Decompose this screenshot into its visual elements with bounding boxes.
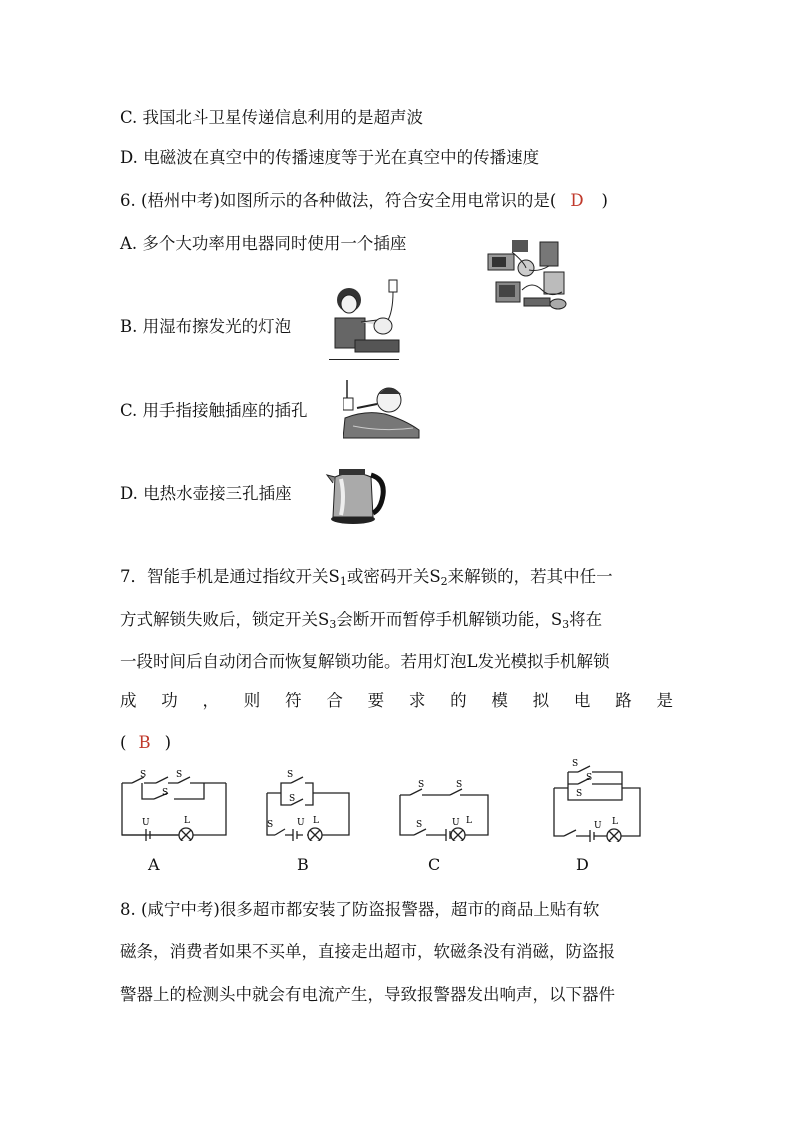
question-7-close: ) (164, 733, 172, 752)
circuit-d (550, 758, 644, 842)
question-7-char: 是 (656, 691, 673, 710)
svg-text:U: U (594, 821, 602, 831)
svg-text:S: S (572, 759, 579, 769)
question-7-char: 成 (120, 691, 137, 710)
svg-text:S: S (586, 773, 593, 783)
circuit-label-a: A (148, 855, 160, 874)
question-7-answer: B (138, 733, 151, 752)
question-7-open: ( (120, 733, 127, 752)
question-7-char: 要 (367, 691, 385, 710)
circuit-a (118, 765, 230, 841)
circuit-c (396, 765, 492, 841)
svg-text:U: U (142, 818, 150, 828)
svg-text:L: L (612, 817, 618, 827)
question-7-char: 的 (450, 691, 467, 710)
svg-text:U: U (452, 818, 460, 828)
question-7-text: 7．智能手机是通过指纹开关S (120, 567, 340, 586)
question-7-char: 拟 (532, 691, 550, 710)
question-8-line-2: 磁条，消费者如果不买单，直接走出超市，软磁条没有消磁，防盗报 (120, 942, 615, 961)
svg-text:S: S (287, 770, 294, 780)
svg-text:S: S (456, 780, 463, 790)
question-7-line-1 (120, 565, 613, 589)
svg-text:L: L (184, 816, 190, 826)
question-7-char: 路 (615, 691, 632, 710)
circuit-label-b: B (297, 855, 309, 874)
question-7-text: 来解锁的，若其中任一 (447, 567, 613, 586)
question-6 (120, 189, 608, 213)
svg-text:L: L (313, 816, 319, 826)
question-8-line-1: 8. (咸宁中考)很多超市都安装了防盗报警器，超市的商品上贴有软 (120, 900, 600, 919)
option-6d: D. 电热水壶接三孔插座 (120, 484, 292, 503)
svg-text:L: L (466, 816, 472, 826)
question-6-close: ) (601, 191, 608, 210)
subscript-1: 1 (339, 575, 347, 588)
circuit-label-c: C (428, 855, 441, 874)
subscript-3: 3 (329, 618, 337, 631)
option-6b: B. 用湿布擦发光的灯泡 (120, 317, 292, 336)
question-7-text: 会断开而暂停手机解锁功能，S (336, 610, 563, 629)
question-7-char: ， (202, 691, 220, 710)
question-7-char: 则 (243, 691, 261, 710)
question-7-text: 方式解锁失败后，锁定开关S (120, 610, 330, 629)
question-7-line-4 (120, 689, 673, 713)
subscript-2: 2 (440, 575, 448, 588)
question-7-char: 求 (408, 691, 426, 710)
svg-text:S: S (140, 770, 147, 780)
circuit-label-d: D (576, 855, 589, 874)
question-6-answer: D (570, 191, 584, 210)
svg-text:S: S (267, 820, 274, 830)
question-7-char: 合 (326, 691, 343, 710)
svg-text:U: U (297, 818, 305, 828)
question-7-answer-line (120, 731, 171, 755)
question-7-char: 模 (491, 691, 508, 710)
svg-text:S: S (176, 770, 183, 780)
appliances-socket-illustration (482, 238, 574, 318)
question-7-char: 电 (573, 691, 591, 710)
question-7-text: 将在 (569, 610, 603, 629)
svg-text:S: S (418, 780, 425, 790)
option-6c: C. 用手指接触插座的插孔 (120, 401, 308, 420)
question-7-char: 功 (161, 691, 178, 710)
svg-text:S: S (576, 789, 583, 799)
question-7-text: 或密码开关S (346, 567, 441, 586)
question-7-line-2 (120, 608, 602, 632)
question-6-stem: 6. (梧州中考)如图所示的各种做法，符合安全用电常识的是( (120, 191, 557, 210)
svg-text:S: S (162, 788, 169, 798)
svg-text:S: S (289, 794, 296, 804)
option-c5: C. 我国北斗卫星传递信息利用的是超声波 (120, 108, 424, 127)
circuit-b (263, 765, 355, 841)
option-d5: D. 电磁波在真空中的传播速度等于光在真空中的传播速度 (120, 148, 540, 167)
finger-socket-illustration (343, 378, 421, 440)
question-8-line-3: 警器上的检测头中就会有电流产生，导致报警器发出响声，以下器件 (120, 985, 615, 1004)
question-7-char: 符 (285, 691, 302, 710)
electric-kettle-illustration (325, 463, 387, 525)
option-6a: A. 多个大功率用电器同时使用一个插座 (120, 234, 407, 253)
svg-text:S: S (416, 820, 423, 830)
wet-cloth-lamp-illustration (325, 276, 403, 360)
question-7-line-3: 一段时间后自动闭合而恢复解锁功能。若用灯泡L发光模拟手机解锁 (120, 652, 610, 671)
subscript-3: 3 (562, 618, 570, 631)
